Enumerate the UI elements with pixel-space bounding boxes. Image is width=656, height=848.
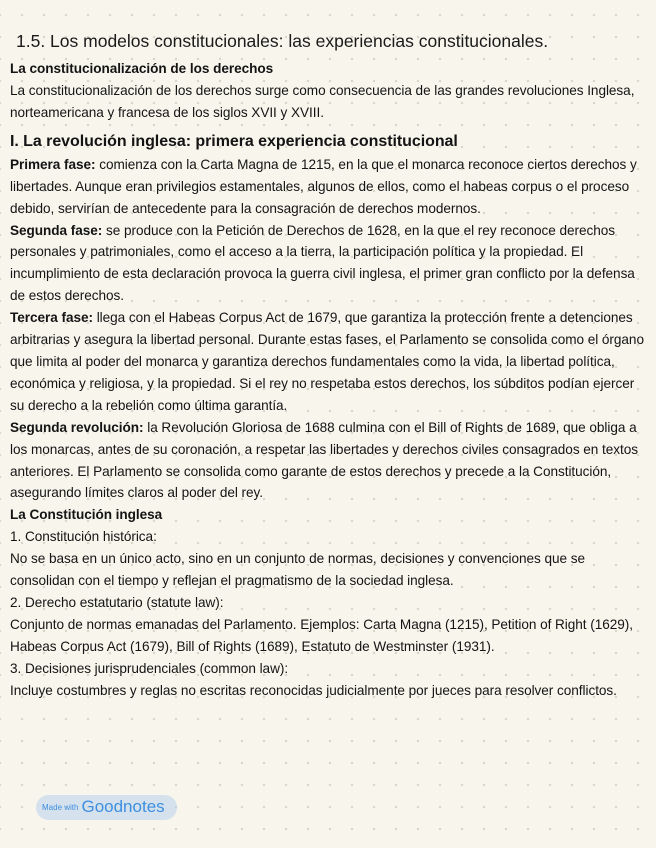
list-item-text: Incluye costumbres y reglas no escritas reconocidas judicialmente por jueces para resolver conflictos.: [10, 682, 617, 698]
fase-label: Segunda revolución:: [10, 419, 144, 435]
fase-text: la Revolución Gloriosa de 1688 culmina con el Bill of Rights de 1689, que obliga a los monarcas, antes de su coronación, a respetar las libertades y derechos civiles consagrados en textos anteriores. El Parlamento se consolida como garante de estos derechos y precede a la Constitución, asegurando límites claros al poder del rey.: [10, 419, 639, 501]
content-body: [10, 58, 652, 702]
section1-heading: La constitucionalización de los derechos: [10, 61, 274, 76]
page-title: 1.5. Los modelos constitucionales: las experiencias constitucionales.: [16, 31, 549, 51]
watermark-brand: Goodnotes: [81, 797, 165, 816]
list-item-title: 1. Constitución histórica:: [10, 529, 157, 545]
fase-paragraph: [10, 307, 652, 417]
fase-text: se produce con la Petición de Derechos de 1628, en la que el rey reconoce derechos personales y patrimoniales, como el acceso a la tierra, la participación política y la propiedad. El incumplimiento de esta declaración provoca la guerra civil inglesa, el primer gran conflicto por la defensa de estos derechos.: [10, 222, 635, 304]
list-item-title: 2. Derecho estatutario (statute law):: [10, 595, 224, 611]
fase-paragraph: [10, 154, 652, 220]
list-item-text: Conjunto de normas emanadas del Parlamento. Ejemplos: Carta Magna (1215), Petition of Right (1629), Habeas Corpus Act (1679), Bill of Rights (1689), Estatuto de Westminster (1931).: [10, 616, 633, 654]
document-page: [10, 29, 652, 702]
fase-paragraph: [10, 417, 652, 505]
watermark-made-with: Made with: [42, 803, 79, 812]
goodnotes-watermark: [36, 795, 177, 820]
fase-label: Primera fase:: [10, 156, 96, 172]
fase-paragraph: [10, 220, 652, 308]
section2-heading: I. La revolución inglesa: primera experiencia constitucional: [10, 132, 458, 150]
list-item-title: 3. Decisiones jurisprudenciales (common law):: [10, 660, 289, 676]
section1-text: La constitucionalización de los derechos surge como consecuencia de las grandes revoluciones Inglesa, norteamericana y francesa de los siglos XVII y XVIII.: [10, 83, 635, 120]
fase-text: comienza con la Carta Magna de 1215, en la que el monarca reconoce ciertos derechos y libertades. Aunque eran privilegios estamentales, algunos de ellos, como el habeas corpus o el proceso debido, servirían de antecedente para la consagración de derechos modernos.: [10, 156, 637, 216]
section3-heading: La Constitución inglesa: [10, 507, 163, 523]
fase-label: Tercera fase:: [10, 310, 93, 326]
fase-text: llega con el Habeas Corpus Act de 1679, que garantiza la protección frente a detenciones arbitrarias y asegura la libertad personal. Durante estas fases, el Parlamento se consolida como el órgano que limita al poder del monarca y garantiza derechos fundamentales como la vida, la libertad política, económica y religiosa, y la propiedad. Si el rey no respetaba estos derechos, los súbditos podían ejercer su derecho a la rebelión como última garantía.: [10, 310, 644, 413]
fase-label: Segunda fase:: [10, 222, 103, 238]
list-item-text: No se basa en un único acto, sino en un conjunto de normas, decisiones y convenciones que se consolidan con el tiempo y reflejan el pragmatismo de la sociedad inglesa.: [10, 551, 586, 589]
